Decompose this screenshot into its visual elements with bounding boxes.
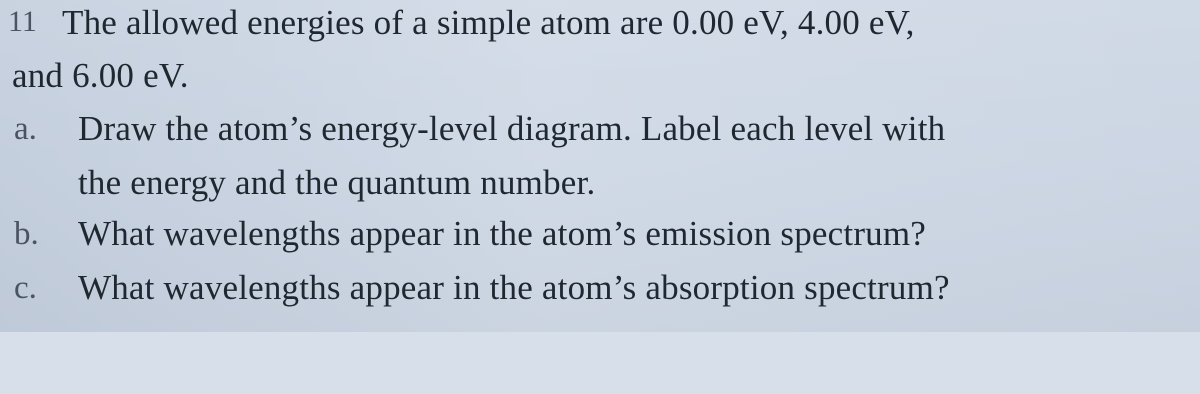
problem-number: 11 xyxy=(8,5,37,38)
part-b-label: b. xyxy=(14,216,39,252)
part-a-text-line-2: the energy and the quantum number. xyxy=(78,163,596,202)
part-a-text-line-1: Draw the atom’s energy-level diagram. Label each level with xyxy=(78,109,946,148)
part-b-text: What wavelengths appear in the atom’s emission spectrum? xyxy=(78,214,927,253)
part-a-label: a. xyxy=(14,111,37,147)
question-stem-line-2: and 6.00 eV. xyxy=(12,56,189,95)
part-c-label: c. xyxy=(14,270,37,306)
question-stem-line-1: The allowed energies of a simple atom are 0.00 eV, 4.00 eV, xyxy=(62,3,915,42)
part-c-text: What wavelengths appear in the atom’s absorption spectrum? xyxy=(78,268,950,307)
